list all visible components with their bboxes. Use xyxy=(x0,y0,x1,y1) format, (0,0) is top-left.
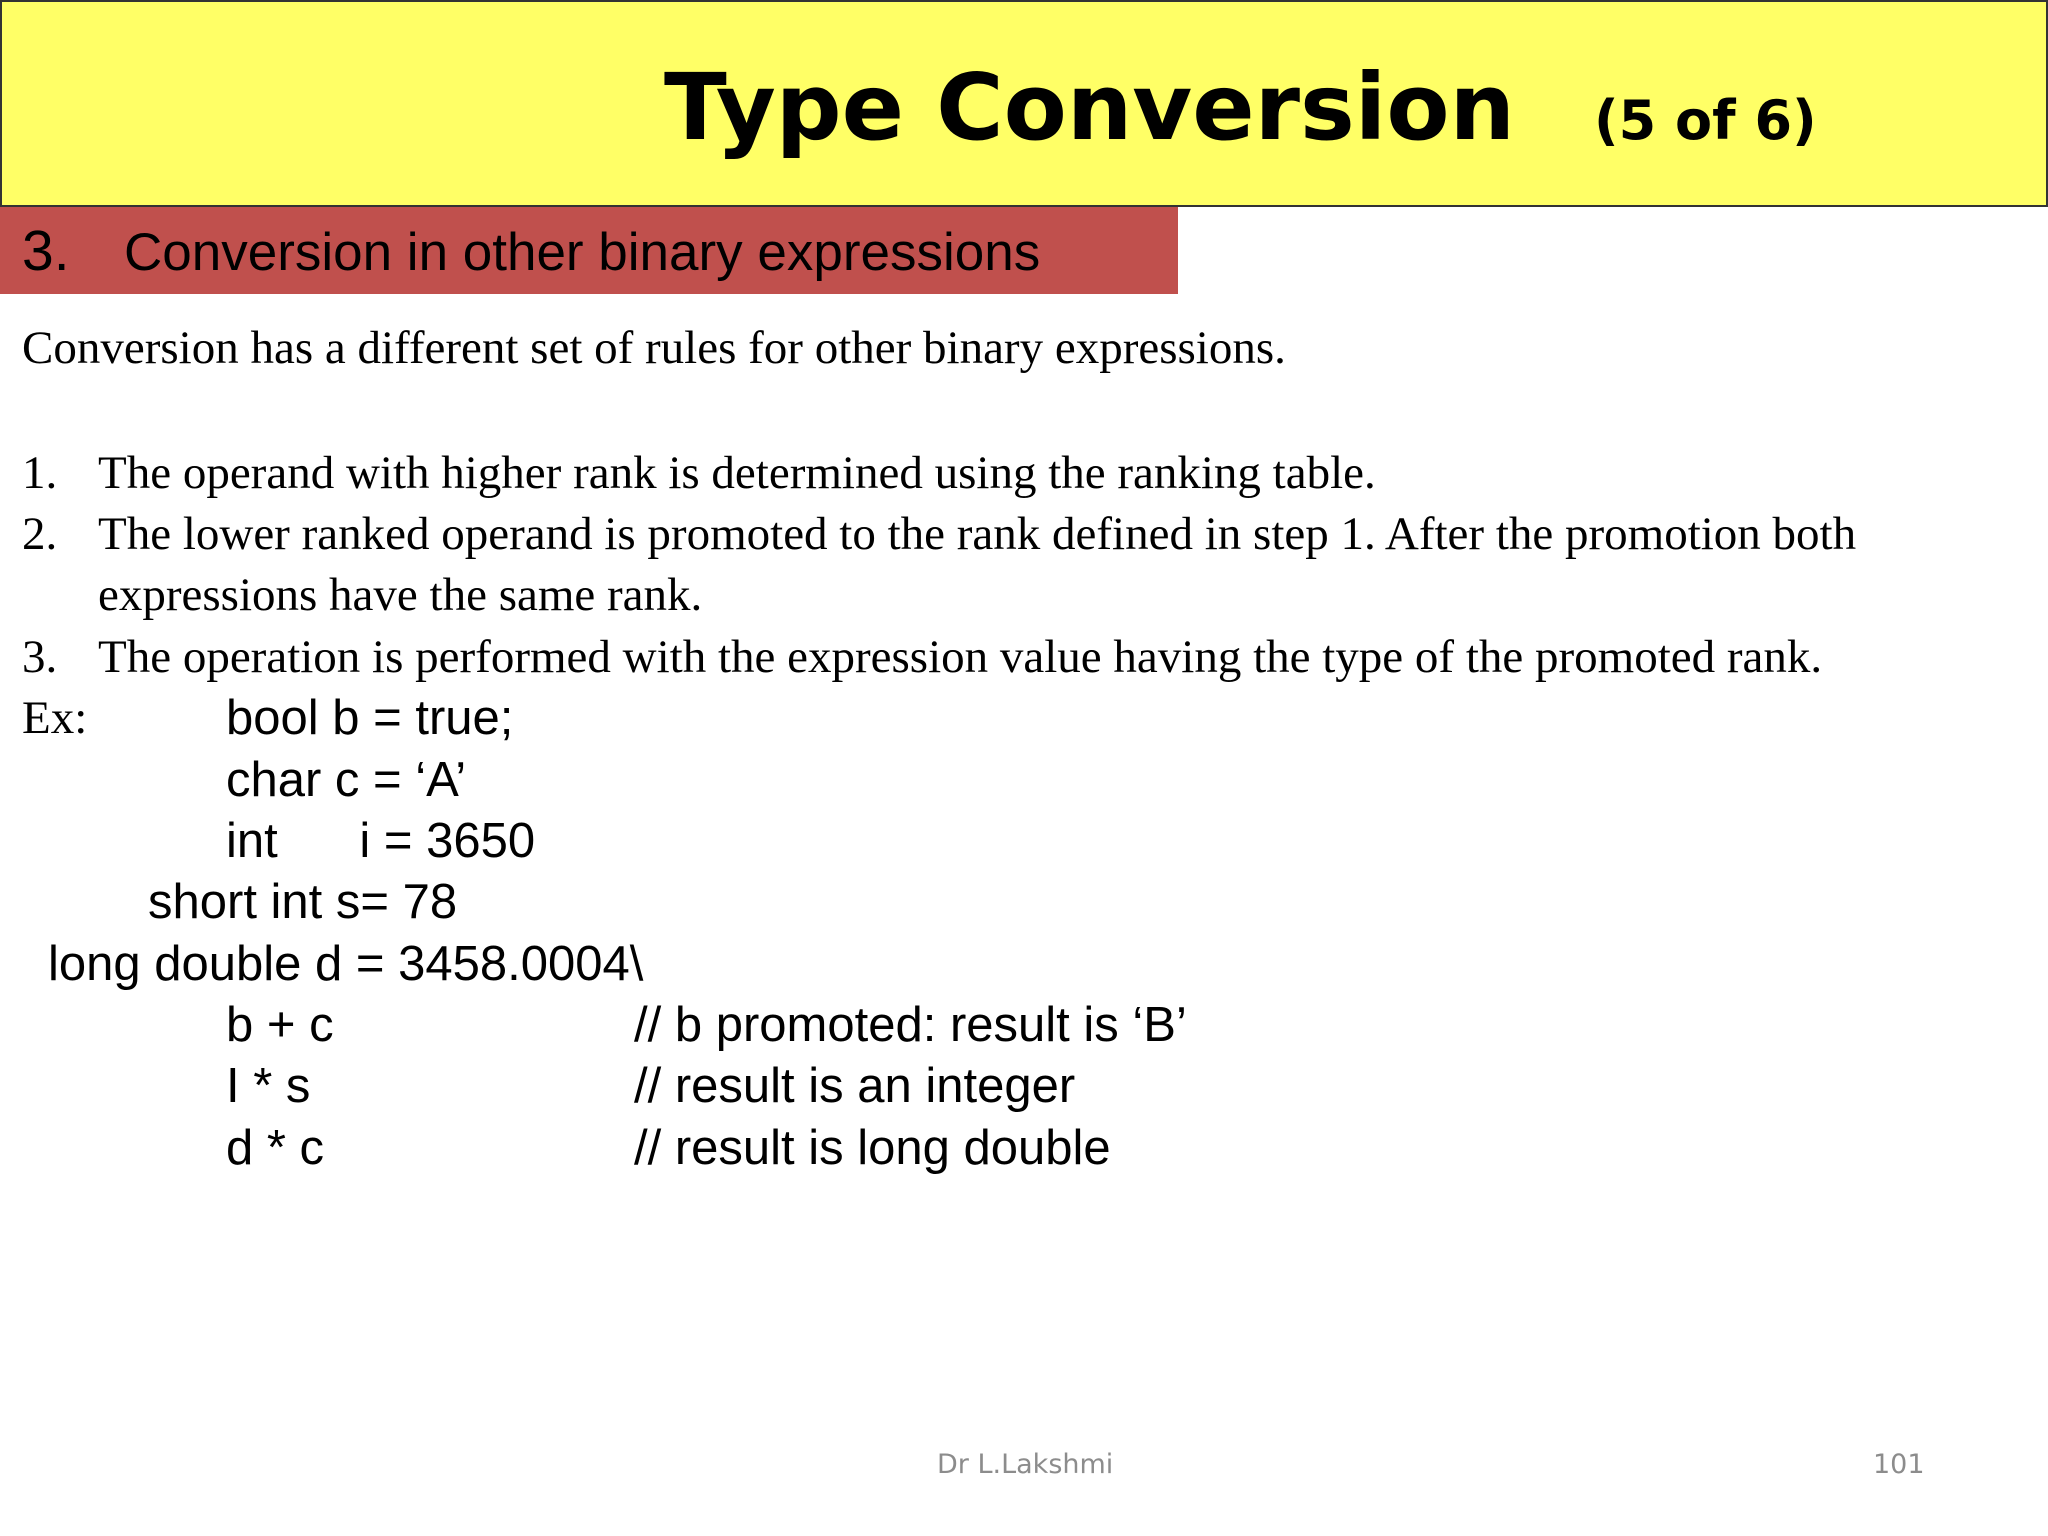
intro-text: Conversion has a different set of rules for other binary expressions. xyxy=(22,322,1286,374)
rule-number: 3. xyxy=(22,631,58,683)
code-declaration: bool b = true; xyxy=(226,691,514,745)
code-expression: b + c xyxy=(226,998,334,1052)
code-declaration: short int s= 78 xyxy=(148,875,458,929)
section-number: 3. xyxy=(22,219,70,283)
slide-part-indicator: (5 of 6) xyxy=(1594,89,1817,152)
code-declaration: int i = 3650 xyxy=(226,814,536,868)
rule-text: The operation is performed with the expression value having the type of the promoted rank. xyxy=(98,631,1823,683)
code-comment: // b promoted: result is ‘B’ xyxy=(634,998,1187,1052)
rule-text: The lower ranked operand is promoted to the rank defined in step 1. After the promotion both expressions have the same rank. xyxy=(98,508,1857,621)
code-declaration: long double d = 3458.0004\ xyxy=(48,937,644,991)
code-expression: I * s xyxy=(226,1059,311,1113)
code-declaration: char c = ‘A’ xyxy=(226,753,467,807)
code-comment: // result is long double xyxy=(634,1121,1111,1175)
title-bar xyxy=(0,0,2048,207)
section-heading: Conversion in other binary expressions xyxy=(124,223,1041,282)
code-expression: d * c xyxy=(226,1121,325,1175)
rule-number: 2. xyxy=(22,508,58,560)
slide-title: Type Conversion xyxy=(664,54,1516,161)
page-number: 101 xyxy=(1873,1449,1925,1480)
rule-number: 1. xyxy=(22,447,58,499)
example-label: Ex: xyxy=(22,692,88,744)
section-banner xyxy=(0,207,1178,294)
footer-author: Dr L.Lakshmi xyxy=(937,1449,1114,1480)
rule-text: The operand with higher rank is determined using the ranking table. xyxy=(98,447,1376,499)
code-comment: // result is an integer xyxy=(634,1059,1076,1113)
